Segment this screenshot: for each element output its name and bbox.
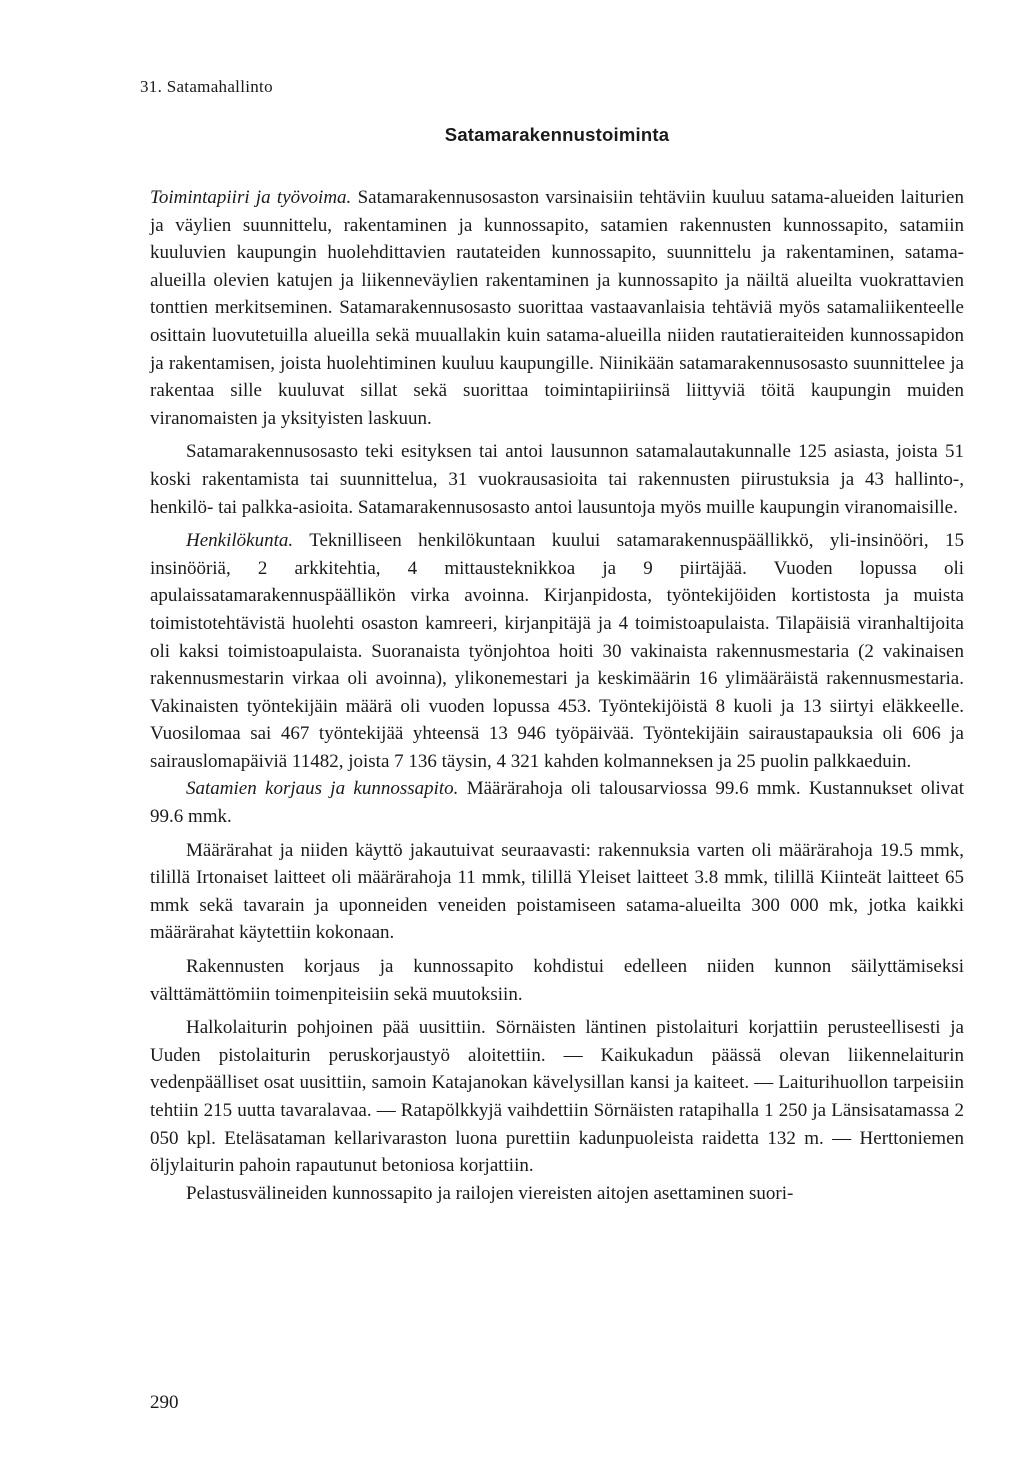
paragraph-rakennukset: [150, 953, 964, 1008]
paragraph-text: Määrärahat ja niiden käyttö jakautuivat seuraavasti: rakennuksia varten oli määrärahoja 19.5 mmk, tilillä Irtonaiset laitteet oli määrärahoja 11 mmk, tilillä Yleiset laitteet 3.8 mmk, tilillä Kiinteät laitteet 65 mmk sekä tavarain ja uponneiden veneiden poistamiseen satama-alueilta 300 000 mk, jotka kaikki määrärahat käytettiin kokonaan.: [150, 839, 964, 944]
section-title: Satamarakennustoiminta: [444, 124, 670, 145]
paragraph-lead: Satamien korjaus ja kunnossapito.: [186, 778, 459, 800]
paragraph-toimintapiiri: [150, 184, 964, 432]
running-head: 31. Satamahallinto: [140, 77, 273, 96]
paragraph-pelastusvalineet: [150, 1180, 964, 1208]
body-text: [150, 184, 964, 1207]
paragraph-text: Satamarakennusosasto teki esityksen tai antoi lausunnon satamalautakunnalle 125 asiasta, joista 51 koski rakentamista tai suunnittelua, 31 vuokrausasioita tai rakennusten piirustuksia ja 43 hallinto-, henkilö- tai palkka-asioita. Satamarakennusosasto antoi lausuntoja myös muille kaupungin viranomaisille.: [150, 441, 964, 518]
paragraph-text: Satamarakennusosaston varsinaisiin tehtäviin kuuluu satama-alueiden laiturien ja väylien suunnittelu, rakentaminen ja kunnossapito, satamien rakennusten kunnossapito, satamiin kuuluvien kaupungin huolehdittavien rautateiden kunnossapito, suunnittelu ja rakentaminen, satama-alueilla olevien katujen ja liikenneväylien rakentaminen ja kunnossapito ja näiltä alueilta vuokrattavien tonttien merkitseminen. Satamarakennusosasto suorittaa vastaavanlaisia tehtäviä myös satamaliikenteelle osittain luovutetuilla alueilla sekä muuallakin kuin satama-alueilla niiden rautatieraiteiden kunnossapidon ja rakentamisen, joista huolehtiminen kuuluu kaupungille. Niinikään satamarakennusosasto suunnittelee ja rakentaa sille kuuluvat sillat sekä suorittaa toimintapiiriinsä liittyviä töitä kaupungin muiden viranomaisten ja yksityisten laskuun.: [150, 187, 964, 429]
paragraph-korjaus: [150, 775, 964, 830]
paragraph-text: Halkolaiturin pohjoinen pää uusittiin. Sörnäisten läntinen pistolaituri korjattiin perusteellisesti ja Uuden pistolaiturin peruskorjaustyö aloitettiin. — Kaikukadun päässä olevan liikennelaiturin vedenpäälliset osat uusittiin, samoin Katajanokan kävelysillan kansi ja kaiteet. — Laiturihuollon tarpeisiin tehtiin 215 uutta tavaralavaa. — Ratapölkkyjä vaihdettiin Sörnäisten ratapihalla 1 250 ja Länsisatamassa 2 050 kpl. Eteläsataman kellarivaraston luona purettiin kadunpuoleista raidetta 132 m. — Herttoniemen öljylaiturin pahoin rapautunut betoniosa korjattiin.: [150, 1017, 964, 1177]
paragraph-lead: Henkilökunta.: [186, 530, 294, 552]
page-number: 290: [150, 1392, 179, 1413]
paragraph-text: Pelastusvälineiden kunnossapito ja railojen viereisten aitojen asettaminen suori-: [186, 1182, 794, 1204]
paragraph-esitykset: [150, 438, 964, 521]
paragraph-text: Teknilliseen henkilökuntaan kuului satamarakennuspäällikkö, yli-insinööri, 15 insinööriä, 2 arkkitehtia, 4 mittausteknikkoa ja 9 piirtäjää. Vuoden lopussa oli apulaissatamarakennuspäällikön virka avoinna. Kirjanpidosta, työntekijöiden kortistosta ja muista toimistotehtävistä huolehti osaston kamreeri, kirjanpitäjä ja 4 toimistoapulaista. Tilapäisiä viranhaltijoita oli kaksi toimistoapulaista. Suoranaista työnjohtoa hoiti 30 vakinaista rakennusmestaria (2 vakinaisen rakennusmestarin virkaa oli avoinna), ylikonemestari ja keskimäärin 16 ylimääräistä rakennusmestaria. Vakinaisten työntekijäin määrä oli vuoden lopussa 453. Työntekijöistä 8 kuoli ja 13 siirtyi eläkkeelle. Vuosilomaa sai 467 työntekijää yhteensä 13 946 työpäivää. Työntekijäin sairaustapauksia oli 606 ja sairauslomapäiviä 11482, joista 7 136 täysin, 4 321 kahden kolmanneksen ja 25 puolin palkkaeduin.: [150, 530, 964, 772]
paragraph-henkilokunta: [150, 527, 964, 775]
paragraph-maararahat: [150, 837, 964, 947]
paragraph-text: Rakennusten korjaus ja kunnossapito kohdistui edelleen niiden kunnon säilyttämiseksi välttämättömiin toimenpiteisiin sekä muutoksiin.: [150, 956, 964, 1005]
paragraph-text: Määrärahoja oli talousarviossa 99.6 mmk. Kustannukset olivat 99.6 mmk.: [150, 778, 964, 828]
document-page: [140, 72, 964, 1452]
paragraph-lead: Toimintapiiri ja työvoima.: [150, 187, 352, 208]
paragraph-laiturit: [150, 1014, 964, 1180]
